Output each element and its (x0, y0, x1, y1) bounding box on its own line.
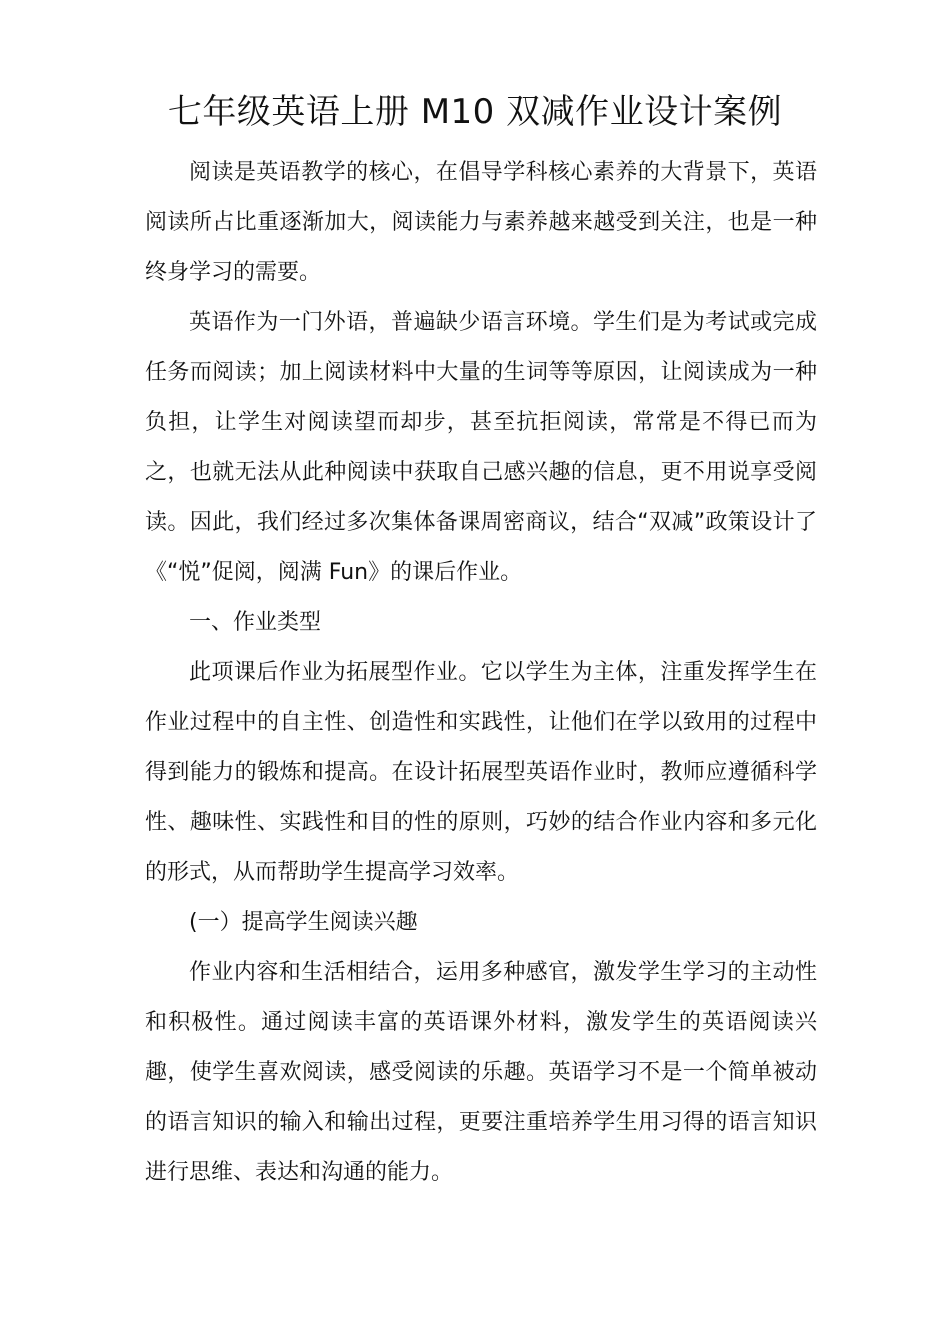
document-title: 七年级英语上册 M10 双减作业设计案例 (167, 92, 783, 132)
paragraph-intro: 阅读是英语教学的核心，在倡导学科核心素养的大背景下，英语阅读所占比重逐渐加大，阅读能力与素养越来越受到关注，也是一种终身学习的需要。 (145, 160, 817, 285)
subsection-heading-reading-interest: (一）提高学生阅读兴趣 (189, 910, 418, 935)
paragraph-reading-interest: 作业内容和生活相结合，运用多种感官，激发学生学习的主动性和积极性。通过阅读丰富的英语课外材料，激发学生的英语阅读兴趣，使学生喜欢阅读，感受阅读的乐趣。英语学习不是一个简单被动的语言知识的输入和输出过程，更要注重培养学生用习得的语言知识进行思维、表达和沟通的能力。 (145, 960, 817, 1185)
document-body (145, 148, 817, 1198)
section-heading-homework-type: 一、作业类型 (189, 610, 322, 635)
paragraph-background: 英语作为一门外语，普遍缺少语言环境。学生们是为考试或完成任务而阅读；加上阅读材料中大量的生词等等原因，让阅读成为一种负担，让学生对阅读望而却步，甚至抗拒阅读，常常是不得已而为之，也就无法从此种阅读中获取自己感兴趣的信息，更不用说享受阅读。因此，我们经过多次集体备课周密商议，结合“双减”政策设计了《“悦”促阅，阅满 Fun》的课后作业。 (145, 310, 817, 585)
paragraph-homework-type: 此项课后作业为拓展型作业。它以学生为主体，注重发挥学生在作业过程中的自主性、创造性和实践性，让他们在学以致用的过程中得到能力的锻炼和提高。在设计拓展型英语作业时，教师应遵循科学性、趣味性、实践性和目的性的原则，巧妙的结合作业内容和多元化的形式，从而帮助学生提高学习效率。 (145, 660, 817, 885)
